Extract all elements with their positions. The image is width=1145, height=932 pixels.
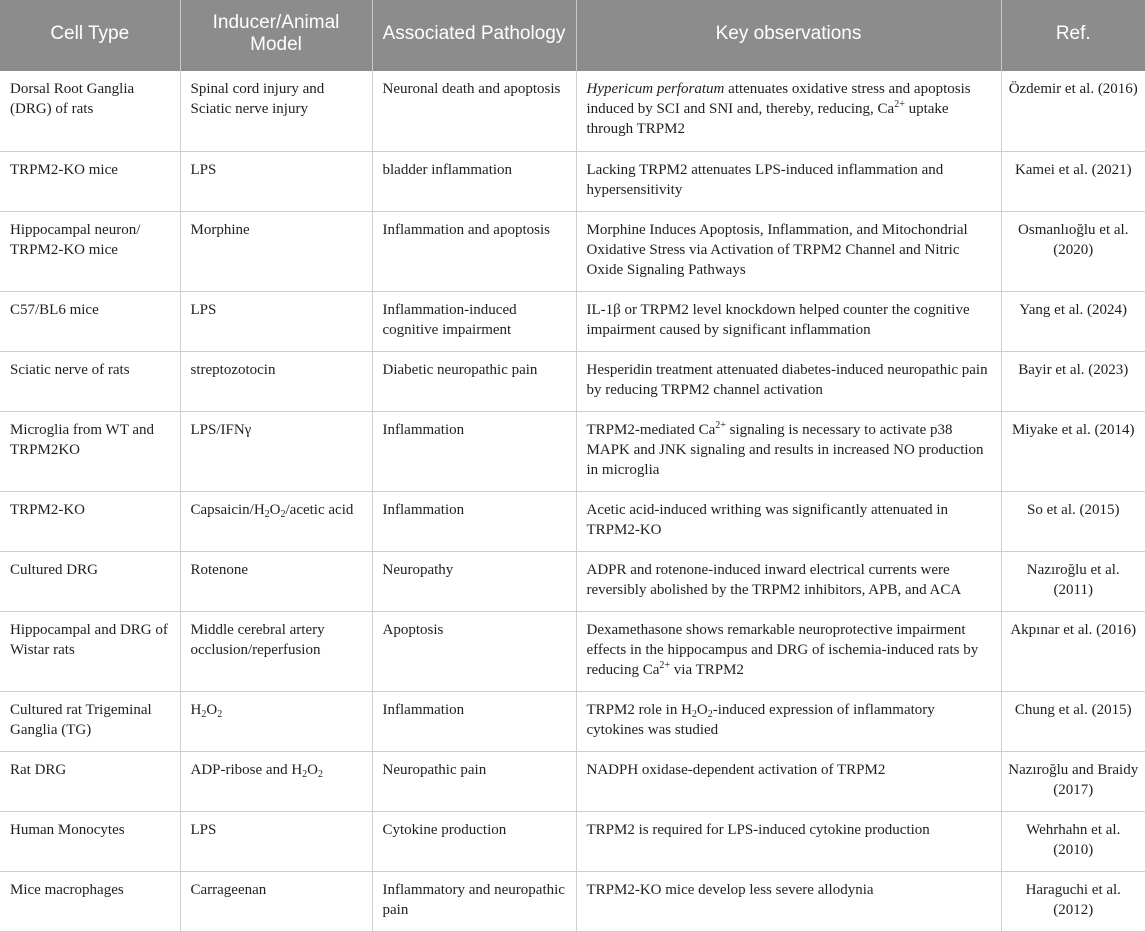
- table-row: [0, 751, 1145, 811]
- cell-type: Mice macrophages: [0, 871, 180, 931]
- cell-type: Dorsal Root Ganglia (DRG) of rats: [0, 71, 180, 151]
- inducer: [180, 71, 372, 151]
- reference: Chung et al. (2015): [1001, 691, 1145, 751]
- inducer-fragment: Middle cerebral artery occlusion/reperfusion: [190, 621, 325, 658]
- key-observation-fragment: Hesperidin treatment attenuated diabetes-induced neuropathic pain by reducing TRPM2 channel activation: [586, 361, 988, 398]
- key-observation: [576, 291, 1001, 351]
- cell-type: Sciatic nerve of rats: [0, 351, 180, 411]
- key-observation-fragment: attenuates oxidative stress and apoptosis induced by SCI and SNI and, thereby, reducing, Ca: [586, 81, 971, 117]
- key-observation-fragment: 2+: [894, 99, 905, 110]
- pathology: bladder inflammation: [372, 151, 576, 211]
- key-observation-fragment: O: [696, 701, 708, 718]
- inducer-fragment: LPS/IFNγ: [190, 421, 252, 438]
- pathology: Inflammation: [372, 411, 576, 491]
- inducer-fragment: H: [190, 701, 202, 718]
- inducer-fragment: LPS: [190, 821, 217, 838]
- table-body: [0, 71, 1145, 931]
- pathology: Inflammation: [372, 691, 576, 751]
- inducer-fragment: LPS: [190, 301, 217, 318]
- inducer: [180, 351, 372, 411]
- pathology: Apoptosis: [372, 611, 576, 691]
- key-observation-fragment: IL-1β or TRPM2 level knockdown helped counter the cognitive impairment caused by significant inflammation: [586, 301, 970, 338]
- inducer-fragment: ADP-ribose and H: [190, 761, 303, 778]
- cell-type: Cultured DRG: [0, 551, 180, 611]
- pathology: Inflammation: [372, 491, 576, 551]
- inducer-fragment: Morphine: [190, 221, 250, 238]
- key-observation: [576, 491, 1001, 551]
- table-row: [0, 71, 1145, 151]
- key-observation-fragment: TRPM2 is required for LPS-induced cytokine production: [586, 821, 930, 838]
- reference: Nazıroğlu and Braidy (2017): [1001, 751, 1145, 811]
- key-observation: [576, 691, 1001, 751]
- inducer-fragment: 2: [264, 508, 270, 520]
- key-observation-fragment: TRPM2 role in H: [586, 701, 692, 718]
- inducer: [180, 551, 372, 611]
- pathology: Diabetic neuropathic pain: [372, 351, 576, 411]
- pathology: Inflammatory and neuropathic pain: [372, 871, 576, 931]
- pathology: Inflammation-induced cognitive impairment: [372, 291, 576, 351]
- reference: Wehrhahn et al. (2010): [1001, 811, 1145, 871]
- table-row: [0, 411, 1145, 491]
- cell-type: Cultured rat Trigeminal Ganglia (TG): [0, 691, 180, 751]
- header-pathology: Associated Pathology: [372, 0, 576, 71]
- header-inducer: Inducer/Animal Model: [180, 0, 372, 71]
- key-observation-fragment: Acetic acid-induced writhing was significantly attenuated in TRPM2-KO: [586, 501, 949, 538]
- key-observation: [576, 211, 1001, 291]
- cell-type: C57/BL6 mice: [0, 291, 180, 351]
- table-row: [0, 551, 1145, 611]
- key-observation-fragment: Morphine Induces Apoptosis, Inflammation, and Mitochondrial Oxidative Stress via Activation of TRPM2 Channel and Nitric Oxide Signaling Pathways: [586, 221, 968, 278]
- reference: Miyake et al. (2014): [1001, 411, 1145, 491]
- inducer: [180, 751, 372, 811]
- key-observation-fragment: uptake through TRPM2: [586, 101, 949, 137]
- cell-type: TRPM2-KO: [0, 491, 180, 551]
- cell-type: Hippocampal neuron/ TRPM2-KO mice: [0, 211, 180, 291]
- inducer-fragment: 2: [302, 768, 308, 780]
- cell-type: Human Monocytes: [0, 811, 180, 871]
- table-row: [0, 811, 1145, 871]
- header-observations: Key observations: [576, 0, 1001, 71]
- cell-type: Hippocampal and DRG of Wistar rats: [0, 611, 180, 691]
- key-observation: [576, 411, 1001, 491]
- key-observation: [576, 811, 1001, 871]
- inducer-fragment: 2: [217, 708, 223, 720]
- inducer-fragment: 2: [318, 768, 323, 780]
- inducer: [180, 151, 372, 211]
- inducer-fragment: streptozotocin: [190, 361, 276, 378]
- reference: So et al. (2015): [1001, 491, 1145, 551]
- inducer: [180, 411, 372, 491]
- table-row: [0, 491, 1145, 551]
- inducer-fragment: Spinal cord injury and Sciatic nerve injury: [190, 81, 325, 117]
- key-observation: [576, 871, 1001, 931]
- inducer-fragment: Rotenone: [190, 561, 248, 578]
- pathology: Neuropathic pain: [372, 751, 576, 811]
- key-observation-fragment: 2+: [659, 659, 671, 671]
- table-row: [0, 871, 1145, 931]
- inducer-fragment: 2: [280, 508, 286, 520]
- cell-type: TRPM2-KO mice: [0, 151, 180, 211]
- reference: Yang et al. (2024): [1001, 291, 1145, 351]
- reference: Osmanlıoğlu et al. (2020): [1001, 211, 1145, 291]
- key-observation-fragment: -induced expression of inflammatory cytokines was studied: [586, 701, 935, 738]
- key-observation: [576, 611, 1001, 691]
- reference: Akpınar et al. (2016): [1001, 611, 1145, 691]
- key-observation: [576, 151, 1001, 211]
- table-row: [0, 211, 1145, 291]
- reference: Özdemir et al. (2016): [1001, 71, 1145, 151]
- inducer-fragment: LPS: [190, 161, 217, 178]
- inducer: [180, 491, 372, 551]
- inducer: [180, 211, 372, 291]
- table-header: [0, 0, 1145, 71]
- key-observation-fragment: Hypericum perforatum: [586, 81, 725, 97]
- key-observation: [576, 751, 1001, 811]
- table-row: [0, 291, 1145, 351]
- reference: Kamei et al. (2021): [1001, 151, 1145, 211]
- inducer: [180, 871, 372, 931]
- inducer: [180, 611, 372, 691]
- inducer-fragment: /acetic acid: [285, 501, 354, 518]
- key-observation-fragment: Dexamethasone shows remarkable neuroprotective impairment effects in the hippocampus and DRG of ischemia-induced rats by reducing Ca: [586, 621, 979, 678]
- reference: Haraguchi et al. (2012): [1001, 871, 1145, 931]
- key-observation-fragment: signaling is necessary to activate p38 MAPK and JNK signaling and results in increased NO production in microglia: [586, 421, 984, 478]
- table-row: [0, 351, 1145, 411]
- pathology: Neuronal death and apoptosis: [372, 71, 576, 151]
- key-observation-fragment: 2: [707, 708, 713, 720]
- key-observation: [576, 71, 1001, 151]
- key-observation-fragment: TRPM2-mediated Ca: [586, 421, 716, 438]
- inducer: [180, 691, 372, 751]
- inducer-fragment: 2: [201, 708, 207, 720]
- key-observation-fragment: 2: [691, 708, 697, 720]
- header-row: [0, 0, 1145, 71]
- inducer-fragment: Carrageenan: [190, 881, 267, 898]
- key-observation-fragment: via TRPM2: [670, 661, 744, 678]
- key-observation: [576, 551, 1001, 611]
- inducer-fragment: O: [307, 761, 318, 778]
- pathology: Cytokine production: [372, 811, 576, 871]
- reference: Bayir et al. (2023): [1001, 351, 1145, 411]
- inducer-fragment: Capsaicin/H: [190, 501, 265, 518]
- inducer: [180, 291, 372, 351]
- pathology: Neuropathy: [372, 551, 576, 611]
- header-ref: Ref.: [1001, 0, 1145, 71]
- cell-type: Microglia from WT and TRPM2KO: [0, 411, 180, 491]
- table-row: [0, 151, 1145, 211]
- key-observation-fragment: TRPM2-KO mice develop less severe allodynia: [586, 881, 874, 898]
- inducer-fragment: O: [269, 501, 281, 518]
- key-observation-fragment: ADPR and rotenone-induced inward electrical currents were reversibly abolished by the TRPM2 inhibitors, APB, and ACA: [586, 561, 962, 598]
- table-row: [0, 691, 1145, 751]
- header-cell-type: Cell Type: [0, 0, 180, 71]
- reference: Nazıroğlu et al. (2011): [1001, 551, 1145, 611]
- inducer: [180, 811, 372, 871]
- key-observation-fragment: NADPH oxidase-dependent activation of TRPM2: [586, 761, 886, 778]
- key-observation: [576, 351, 1001, 411]
- key-observation-fragment: Lacking TRPM2 attenuates LPS-induced inflammation and hypersensitivity: [586, 161, 944, 198]
- cell-type: Rat DRG: [0, 751, 180, 811]
- table-row: [0, 611, 1145, 691]
- inducer-fragment: O: [206, 701, 218, 718]
- key-observation-fragment: 2+: [715, 419, 726, 431]
- pathology: Inflammation and apoptosis: [372, 211, 576, 291]
